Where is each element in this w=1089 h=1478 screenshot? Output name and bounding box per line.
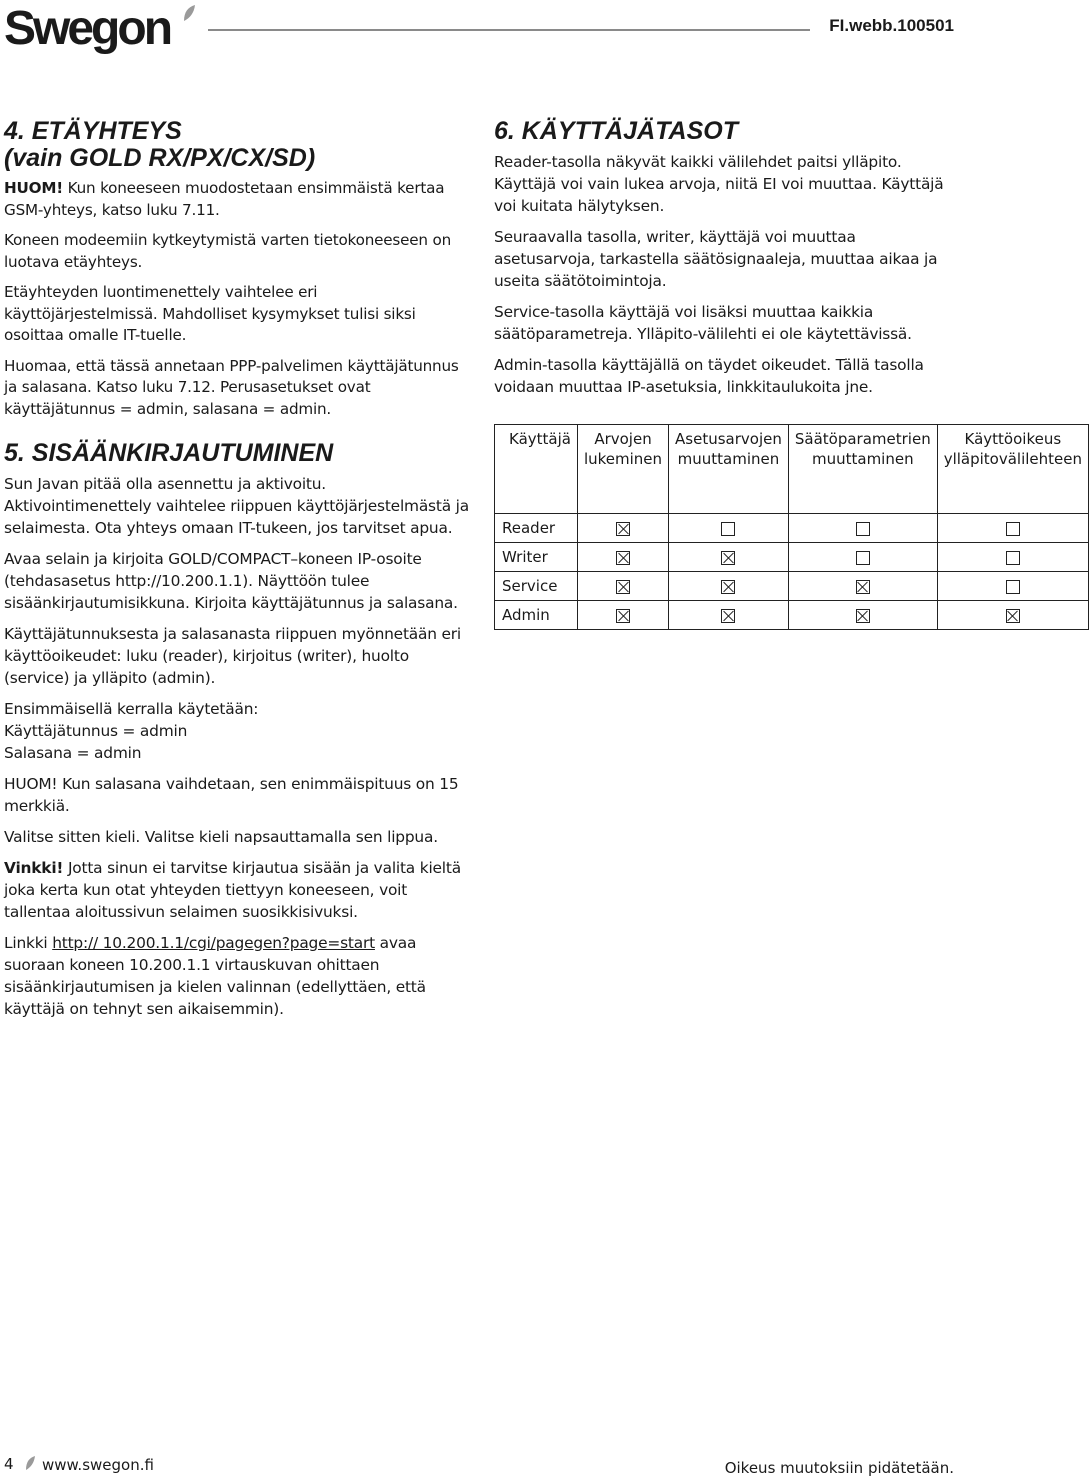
note-text: Kun koneeseen muodostetaan ensimmäistä kertaa GSM-yhteys, katso luku 7.11. (4, 179, 445, 219)
permission-cell (788, 514, 937, 543)
page-number: 4 (4, 1455, 14, 1473)
right-column (494, 117, 1083, 630)
left-column (4, 118, 474, 1029)
section-5-paragraph: Sun Javan pitää olla asennettu ja aktivoitu. Aktivointimenettely vaihtelee riippuen käyttöjärjestelmästä ja selaimesta. Ota yhteys omaan IT-tukeen, jos tarvitset apua. (4, 475, 469, 537)
permission-cell (669, 514, 789, 543)
permission-cell (937, 514, 1088, 543)
empty-box-icon (721, 522, 735, 536)
empty-box-icon (856, 551, 870, 565)
checked-box-icon (721, 609, 735, 623)
tip-label: Vinkki! (4, 859, 64, 877)
permission-cell (577, 572, 668, 601)
header-read-values: Arvojen lukeminen (577, 425, 668, 514)
section-6-paragraph: Admin-tasolla käyttäjällä on täydet oikeudet. Tällä tasolla voidaan muuttaa IP-asetuksia, linkkitaulukoita jne. (494, 356, 924, 396)
permission-cell (788, 601, 937, 630)
page-footer (0, 1452, 960, 1478)
default-password: Salasana = admin (4, 744, 142, 762)
table-header-row (495, 425, 1089, 514)
section-4-paragraph (4, 178, 474, 221)
table-row (495, 601, 1089, 630)
user-levels-table (494, 424, 1089, 630)
section-4-title-line2: (vain GOLD RX/PX/CX/SD) (4, 144, 316, 172)
header-user: Käyttäjä (495, 425, 578, 514)
page-header (0, 0, 960, 60)
start-page-link[interactable]: http:// 10.200.1.1/cgi/pagegen?page=start (52, 934, 375, 952)
table-row (495, 543, 1089, 572)
section-6-paragraph: Reader-tasolla näkyvät kaikki välilehdet paitsi ylläpito. Käyttäjä voi vain lukea arvoja, niitä EI voi muuttaa. Käyttäjä voi kuitata hälytyksen. (494, 153, 944, 215)
table-row (495, 572, 1089, 601)
checked-box-icon (616, 551, 630, 565)
leaf-icon (182, 4, 196, 22)
header-change-parameters: Säätöparametrien muuttaminen (788, 425, 937, 514)
header-maintenance-access: Käyttöoikeus ylläpitovälilehteen (937, 425, 1088, 514)
document-code: FI.webb.100501 (829, 16, 954, 35)
link-suffix: avaa suoraan koneen 10.200.1.1 virtauskuvan ohittaen sisäänkirjautumisen ja kielen valinnan (edellyttäen, että käyttäjä on tehnyt sen aikaisemmin). (4, 934, 426, 1018)
permission-cell (788, 572, 937, 601)
swegon-logo: Swegon (4, 2, 171, 55)
header-rule (208, 29, 810, 31)
permission-cell (937, 543, 1088, 572)
user-cell: Service (495, 572, 578, 601)
empty-box-icon (1006, 551, 1020, 565)
checked-box-icon (856, 580, 870, 594)
checked-box-icon (616, 522, 630, 536)
section-5-paragraph: Käyttäjätunnuksesta ja salasanasta riippuen myönnetään eri käyttöoikeudet: luku (reader), kirjoitus (writer), huolto (service) ja ylläpito (admin). (4, 625, 461, 687)
section-5-paragraph: Avaa selain ja kirjoita GOLD/COMPACT–koneen IP-osoite (tehdasasetus http://10.200.1.1). Näyttöön tulee sisäänkirjautumisikkuna. Kirjoita käyttäjätunnus ja salasana. (4, 550, 458, 612)
section-5-title: 5. SISÄÄNKIRJAUTUMINEN (4, 439, 334, 467)
section-6-title: 6. KÄYTTÄJÄTASOT (494, 117, 738, 145)
section-4-paragraph: Huomaa, että tässä annetaan PPP-palvelimen käyttäjätunnus ja salasana. Katso luku 7.12. Perusasetukset ovat käyttäjätunnus = admin, salasana = admin. (4, 356, 459, 418)
website-url: www.swegon.fi (42, 1456, 154, 1474)
checked-box-icon (721, 551, 735, 565)
checked-box-icon (721, 580, 735, 594)
user-cell: Admin (495, 601, 578, 630)
section-4-paragraph: Etäyhteyden luontimenettely vaihtelee eri käyttöjärjestelmissä. Mahdolliset kysymykset tulisi siksi osoittaa omalle IT-tuelle. (4, 283, 416, 344)
section-4-title (4, 118, 474, 172)
permission-cell (669, 543, 789, 572)
note-label: HUOM! (4, 179, 63, 197)
table-row (495, 514, 1089, 543)
section-6-paragraph: Seuraavalla tasolla, writer, käyttäjä voi muuttaa asetusarvoja, tarkastella säätösignaaleja, muuttaa aikaa ja useita säätötoimintoja. (494, 228, 938, 290)
user-cell: Reader (495, 514, 578, 543)
permission-cell (937, 601, 1088, 630)
empty-box-icon (856, 522, 870, 536)
checked-box-icon (616, 580, 630, 594)
checked-box-icon (616, 609, 630, 623)
permission-cell (577, 543, 668, 572)
empty-box-icon (1006, 580, 1020, 594)
section-4-title-line1: 4. ETÄYHTEYS (4, 117, 182, 145)
section-4-paragraph: Koneen modeemiin kytkeytymistä varten tietokoneeseen on luotava etäyhteys. (4, 231, 451, 271)
link-prefix: Linkki (4, 934, 53, 952)
rights-note: Oikeus muutoksiin pidätetään. (724, 1459, 954, 1477)
link-paragraph (4, 932, 474, 1020)
tip-paragraph (4, 857, 474, 923)
empty-box-icon (1006, 522, 1020, 536)
first-login-credentials (4, 698, 474, 764)
permission-cell (577, 514, 668, 543)
checked-box-icon (1006, 609, 1020, 623)
permission-cell (669, 572, 789, 601)
header-change-setpoints: Asetusarvojen muuttaminen (669, 425, 789, 514)
default-username: Käyttäjätunnus = admin (4, 722, 188, 740)
leaf-icon (24, 1455, 36, 1471)
permission-cell (788, 543, 937, 572)
section-4-body (4, 178, 474, 420)
section-5-paragraph: Valitse sitten kieli. Valitse kieli napsauttamalla sen lippua. (4, 828, 438, 846)
tip-text: Jotta sinun ei tarvitse kirjautua sisään ja valita kieltä joka kerta kun otat yhteyden tiettyyn koneeseen, voit tallentaa aloitussivun selaimen suosikkisivuksi. (4, 859, 461, 921)
section-5-paragraph: HUOM! Kun salasana vaihdetaan, sen enimmäispituus on 15 merkkiä. (4, 775, 459, 815)
section-6-paragraph: Service-tasolla käyttäjä voi lisäksi muuttaa kaikkia säätöparametreja. Ylläpito-välilehti ei ole käytettävissä. (494, 303, 912, 343)
permission-cell (937, 572, 1088, 601)
permission-cell (577, 601, 668, 630)
permission-cell (669, 601, 789, 630)
checked-box-icon (856, 609, 870, 623)
user-cell: Writer (495, 543, 578, 572)
credentials-intro: Ensimmäisellä kerralla käytetään: (4, 700, 259, 718)
